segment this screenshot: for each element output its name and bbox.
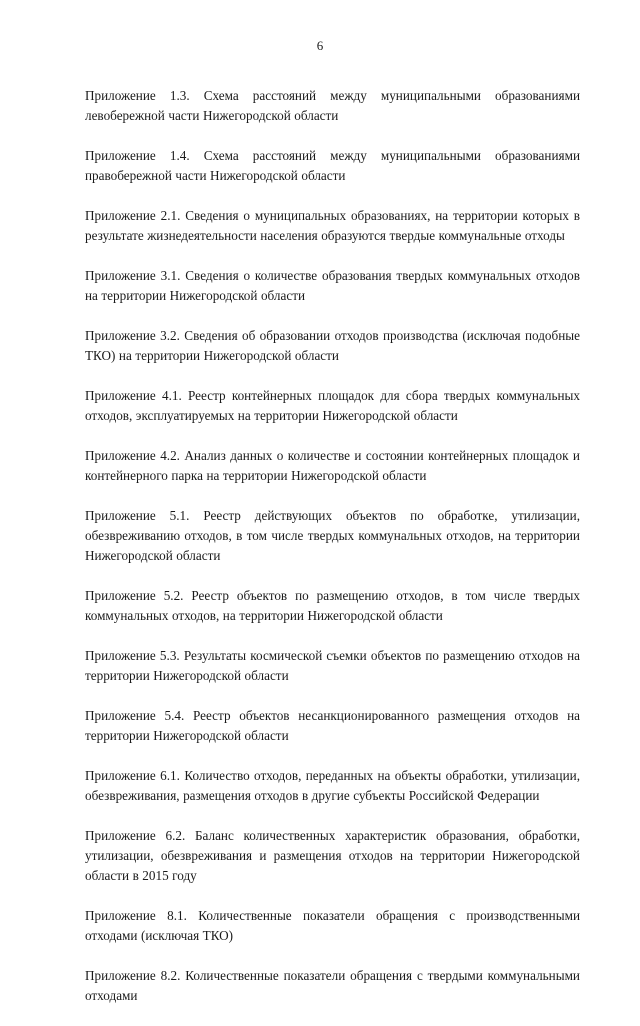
appendix-entry-5-4: Приложение 5.4. Реестр объектов несанкционированного размещения отходов на территории Нижегородской области	[85, 708, 580, 743]
appendix-entry-1-3: Приложение 1.3. Схема расстояний между муниципальными образованиями левобережной части Нижегородской области	[85, 88, 580, 123]
appendix-list	[85, 86, 580, 1026]
appendix-entry-5-1: Приложение 5.1. Реестр действующих объектов по обработке, утилизации, обезвреживанию отходов, в том числе твердых коммунальных отходов, на территории Нижегородской области	[85, 508, 580, 563]
appendix-entry-6-1: Приложение 6.1. Количество отходов, переданных на объекты обработки, утилизации, обезвреживания, размещения отходов в другие субъекты Российской Федерации	[85, 768, 580, 803]
appendix-entry-4-2: Приложение 4.2. Анализ данных о количестве и состоянии контейнерных площадок и контейнерного парка на территории Нижегородской области	[85, 448, 580, 483]
appendix-entry-3-2: Приложение 3.2. Сведения об образовании отходов производства (исключая подобные ТКО) на территории Нижегородской области	[85, 328, 580, 363]
appendix-entry-5-2: Приложение 5.2. Реестр объектов по размещению отходов, в том числе твердых коммунальных отходов, на территории Нижегородской области	[85, 588, 580, 623]
page-number: 6	[316, 38, 324, 53]
appendix-entry-4-1: Приложение 4.1. Реестр контейнерных площадок для сбора твердых коммунальных отходов, эксплуатируемых на территории Нижегородской области	[85, 388, 580, 423]
appendix-entry-3-1: Приложение 3.1. Сведения о количестве образования твердых коммунальных отходов на территории Нижегородской области	[85, 268, 580, 303]
appendix-entry-8-1: Приложение 8.1. Количественные показатели обращения с производственными отходами (исключая ТКО)	[85, 908, 580, 943]
appendix-entry-1-4: Приложение 1.4. Схема расстояний между муниципальными образованиями правобережной части Нижегородской области	[85, 148, 580, 183]
appendix-entry-5-3: Приложение 5.3. Результаты космической съемки объектов по размещению отходов на территории Нижегородской области	[85, 648, 580, 683]
appendix-entry-8-2: Приложение 8.2. Количественные показатели обращения с твердыми коммунальными отходами	[85, 968, 580, 1003]
appendix-entry-6-2: Приложение 6.2. Баланс количественных характеристик образования, обработки, утилизации, обезвреживания и размещения отходов на территории Нижегородской области в 2015 году	[85, 828, 580, 883]
appendix-entry-2-1: Приложение 2.1. Сведения о муниципальных образованиях, на территории которых в результате жизнедеятельности населения образуются твердые коммунальные отходы	[85, 208, 580, 243]
